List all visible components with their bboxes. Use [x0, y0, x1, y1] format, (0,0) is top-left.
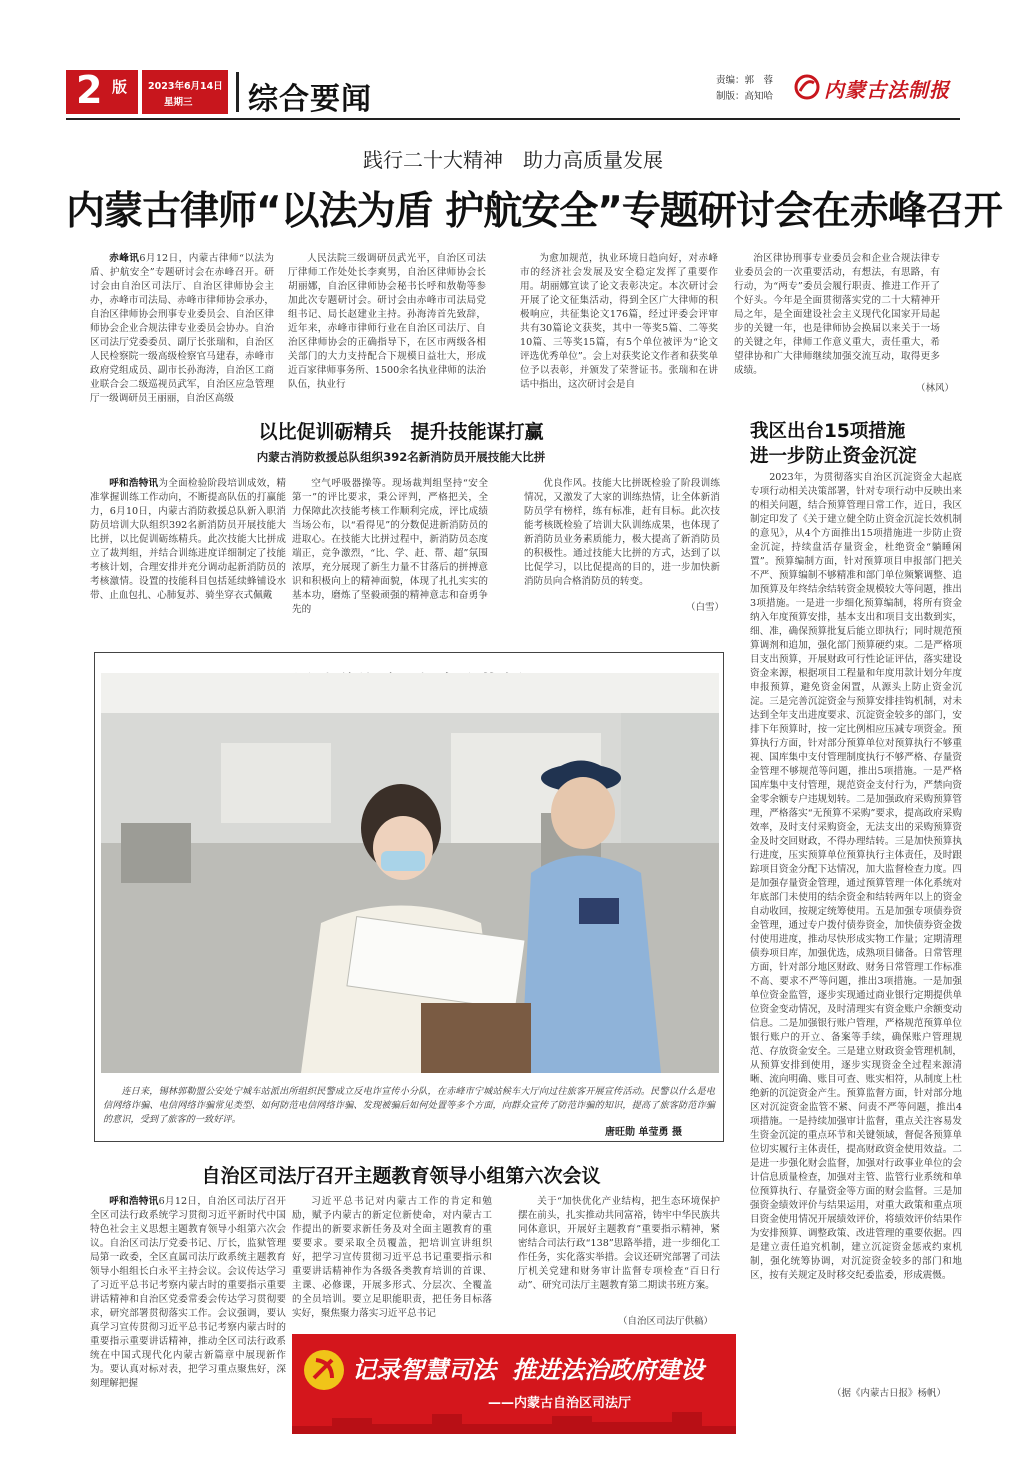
- section-title: 综合要闻: [248, 82, 372, 117]
- article-text: 6月12日，内蒙古律师“以法为盾、护航安全”专题研讨会在赤峰召开。研讨会由自治区司法厅、自治区律师协会主办，赤峰市司法局、赤峰市律师协会承办，自治区律师协会刑事专业委员会、自治区律师协会企业合规法律专业委员会协办。自治区司法厅党委委员、副厅长张瑞和，自治区人民检察院一级高级检察官马建春，赤峰市政府党组成员、副市长孙海涛，自治区工商业联合会二级巡视员武军，自治区应急管理厅一级调研员王丽丽，自治区高级: [90, 253, 275, 404]
- producer-credit: 制版：高知哈: [716, 91, 774, 102]
- photo-story: [94, 652, 724, 1142]
- page-label: 版: [112, 78, 128, 96]
- article-col-3: [518, 1195, 720, 1313]
- paper-name: 内蒙古法制报: [824, 78, 950, 102]
- section-rule-left: [236, 72, 239, 112]
- banner-slogan-right: 推进法治政府建设: [512, 1356, 704, 1384]
- article-col-3: [520, 252, 718, 392]
- issue-weekday: 星期三: [164, 97, 193, 108]
- page-number: 2: [76, 68, 103, 112]
- article-text: 为全面检验阶段培训成效，精准掌握训练工作动向，不断提高队伍的打赢能力，6月10日，内蒙古消防救援总队新入职消防员培训大队组织392名新消防员开展技能大比拼，以比促训砺练精兵。此次技能大比拼成立了裁判组，并结合训练进度详细制定了技能考核计划，合理安排并充分调动起新消防员的考核激情。设置的技能科目包括延续蜂铺设水带、止血包扎、心肺复苏、骑坐穿衣式佩戴: [90, 478, 287, 601]
- article-headline: 以比促训砺精兵 提升技能谋打赢: [258, 421, 544, 443]
- paper-logo: [790, 68, 960, 108]
- logo-mark-icon: [794, 74, 820, 100]
- article-text: 治区律协刑事专业委员会和企业合规法律专业委员会的一次重要活动，有想法，有思路，有行动，为“两专”委员会履行职责、推进工作开了个好头。今年是全面贯彻落实党的二十大精神开局之年，是全面建设社会主义现代化国家开局起步的关键一年，也是律师协会换届以来关于一场的关键之年，律师工作意义重大，责任重大，希望律协和广大律师继续加强交流互动，取得更多成绩。: [734, 253, 940, 376]
- article-headline-line-1: 我区出台15项措施: [750, 421, 906, 442]
- banner-slogan-left: 记录智慧司法: [352, 1356, 496, 1384]
- article-body: [750, 471, 962, 1381]
- article-subhead: 内蒙古消防救援总队组织392名新消防员开展技能大比拼: [256, 450, 546, 464]
- article-headline-line-2: 进一步防止资金沉淀: [750, 446, 917, 467]
- article-text: 人民法院三级调研员武光平，自治区司法厅律师工作处处长李爽男，自治区律师协会长胡丽娜，自治区律师协会秘书长呼和敖勒等参加此次专题研讨会。研讨会由赤峰市司法局党组书记、局长赵建业主持。孙海涛首先致辞，近年来，赤峰市律师行业在自治区司法厅、自治区律师协会的正确指导下，在区市两级各相关部门的大力支持配合下规模日益壮大，形成近百家律师事务所、1500余名执业律师的法治队伍，执业行: [288, 253, 486, 390]
- issue-date: 2023年6月14日: [148, 81, 223, 92]
- article-headline: 内蒙古律师“以法为盾 护航安全”专题研讨会在赤峰召开: [66, 189, 1002, 234]
- article-source: （林风）: [916, 383, 955, 394]
- masthead: [0, 0, 1024, 120]
- article-col-2: [292, 1195, 492, 1327]
- article-source: （自治区司法厅供稿）: [618, 1316, 714, 1327]
- article-text: 2023年，为贯彻落实自治区沉淀资金大起底专项行动相关决策部署，针对专项行动中反映出来的相关问题，结合预算管理日常工作，近日，我区制定印发了《关于建立健全防止资金沉淀长效机制的意见》，从4个方面推出15项措施进一步防止资金沉淀，持续盘活存量资金，杜绝资金“躺睡闲置”。预算编制方面，针对预算项目申报部门把关不严、预算编制不够精准和部门单位频繁调整、追加预算及年终结余结转资金规模较大等问题，推出3项措施。一是进一步细化预算编制，将所有资金纳入年度预算安排，基本支出和项目支出数到实，细、准，确保预算批复后能立即执行；同时规范预算调剂和追加，强化部门预算硬约束。二是严格项目支出预算，开展财政可行性论证评估，落实建设资金来源，根据项目工程量和年度用款计划分年度申报预算，避免资金闲置，从源头上防止资金沉淀。三是完善沉淀资金与预算安排挂钩机制，对未达到全年支出进度要求、沉淀资金较多的部门，安排下年预算时，按一定比例相应压减专项资金。预算执行方面，针对部分预算单位对预算执行不够重视、国库集中支付管理制度执行不够严格、存量资金管理不够规范等问题，推出5项措施。一是严格国库集中支付管理，规范资金支付行为，严禁向资金零余额专户违规划转。二是加强政府采购预算管理，严格落实“无预算不采购”要求，提高政府采购效率，及时支付采购资金，无法支出的采购预算资金及时交回财政，不得办理结转。三是加快预算执行进度，压实预算单位预算执行主体责任，及时跟踪项目资金分配下达情况，加大监督检查力度。四是加强存量资金管理，通过预算管理一体化系统对年底部门未使用的结余资金和结转两年以上的资金自动收回，按规定统筹使用。五是加强专项债券资金管理，通过专户拨付债券资金，加快债券资金拨付使用进度，推动尽快形成实物工作量；定期清理债券项目库，加强优选，成熟项目储备。日常管理方面，针对部分地区财政、财务日常管理工作标准不高、要求不严等问题，推出3项措施。一是加强单位资金监管，逐步实现通过商业银行定期提供单位资金变动情况，及时清理实有资金账户余额变动信息。二是加强银行账户管理，严格规范预算单位银行账户的开立、备案等手续，确保账户管理规范、存放资金安全。三是建立财政资金管理机制，从预算安排到使用，逐步实现资金全过程来源清晰、流向明确、账目可查、账实相符，从制度上杜绝新的沉淀资金产生。预算监督方面，针对部分地区对沉淀资金监管不紧、问责不严等问题，推出4项措施。一是持续加强审计监督，重点关注容易发生资金沉淀的重点环节和关键领域，督促各预算单位切实履行主体责任，提高财政资金使用效益。二是进一步强化财会监督，加强对行政事业单位的会计信息质量检查，加强对主管、监管行业系统和单位预算执行、存量资金等方面的财会监督。三是加强资金绩效评价与结果运用，对重大政策和重点项目资金使用情况开展绩效评价，将绩效评价结果作为安排预算、调整政策、改进管理的重要依据。四是建立责任追究机制，建立沉淀资金惩戒约束机制，强化统筹协调，对沉淀资金较多的部门和地区，按有关规定及时移交纪委监委，形成震慑。: [750, 472, 962, 1281]
- slogan-banner: [292, 1334, 736, 1434]
- article-text: 优良作风。技能大比拼既检验了阶段训练情况，又激发了大家的训练热情，让全体新消防员学有榜样，练有标准，赶有目标。此次技能考核既检验了培训大队训练成果，也体现了新消防员业务素质能力，极大提高了新消防员的积极性。通过技能大比拼的方式，达到了以比促学习，以比促提高的目的，进一步加快新消防员向合格消防员的转变。: [524, 478, 720, 587]
- article-col-4: [734, 252, 940, 376]
- article-text: 关于“加快优化产业结构，把生态环境保护摆在前头，扎实推动共同富裕，铸牢中华民族共同体意识，开展好主题教育”重要指示精神，紧密结合司法行政“138”思路举措，进一步细化工作任务，实化落实举措。会议还研究部署了司法厅机关党建和财务审计监督专项检查“百日行动”、研究司法厅主题教育第二期读书班方案。: [518, 1196, 720, 1291]
- article-text: 空气呼吸器操等。现场裁判组坚持“安全第一”的评比要求，秉公评判，严格把关，全力保障此次技能考核工作顺利完成，评比成绩当场公布，以“看得见”的分数促进新消防员的进取心。在技能大比拼过程中，新消防员态度端正，竞争激烈，“比、学、赶、帮、超”氛围浓厚，充分展现了新生力量不甘落后的拼搏意识和积极向上的精神面貌，体现了扎扎实实的基本功，磨炼了坚毅顽强的精神意志和奋勇争先的: [292, 478, 488, 615]
- article-text: 为愈加规范，执业环境日趋向好，对赤峰市的经济社会发展及安全稳定发挥了重要作用。胡丽娜宣读了论文表彰决定。本次研讨会开展了论文征集活动，得到全区广大律师的积极响应，共征集论文176篇，经过评委会评审共有30篇论文获奖，其中一等奖5篇、二等奖10篇、三等奖15篇，有5个单位被评为“论文评选优秀单位”。会上对获奖论文作者和获奖单位予以表彰，并颁发了荣誉证书。张瑞和在讲话中指出，这次研讨会是自: [520, 253, 718, 390]
- article-col-1: [90, 252, 275, 404]
- article-col-2: [288, 252, 486, 392]
- article-headline: 自治区司法厅召开主题教育领导小组第六次会议: [201, 1165, 601, 1187]
- article-kicker: 践行二十大精神 助力高质量发展: [363, 148, 663, 172]
- editor-credit: 责编：郭 蓉: [716, 75, 774, 86]
- building-silhouette-icon: [292, 1408, 736, 1434]
- photo-credit: 唐旺勋 单莹勇 摄: [605, 1127, 682, 1138]
- article-lead: 赤峰讯: [109, 253, 140, 264]
- page-number-badge: [66, 70, 138, 114]
- article-lawyers-seminar: [66, 140, 1002, 404]
- date-block: [140, 70, 228, 114]
- party-emblem-icon: [302, 1348, 346, 1392]
- article-col-2: [292, 477, 488, 627]
- article-source: （据《内蒙古日报》杨帆）: [832, 1388, 947, 1399]
- news-photo: [101, 673, 719, 1073]
- article-col-1: [90, 1195, 286, 1483]
- masthead-rule: [66, 118, 960, 120]
- article-headline: [750, 419, 960, 469]
- photo-scene: [101, 673, 719, 1073]
- article-lead: 呼和浩特讯: [109, 478, 159, 489]
- article-source: （白雪）: [686, 602, 725, 613]
- article-col-1: [90, 477, 286, 627]
- article-text: 6月12日，自治区司法厅召开全区司法行政系统学习贯彻习近平新时代中国特色社会主义思想主题教育领导小组第六次会议。自治区司法厅党委书记、厅长，监狱管理局第一政委，全区直属司法厅政系统主题教育领导小组组长白永平主持会议。会议传达学习了习近平总书记考察内蒙古时的重要指示重要讲话精神和自治区党委常委会传达学习贯彻要求，研究部署贯彻落实工作。会议强调，要认真学习宣传贯彻习近平总书记考察内蒙古时的重要指示重要讲话精神，推动全区司法行政系统在中国式现代化内蒙古新篇章中展现新作为。要认真对标对表，把学习重点聚焦好，深刻理解把握: [90, 1196, 287, 1389]
- article-fire-rescue: [66, 405, 736, 650]
- article-text: 习近平总书记对内蒙古工作的肯定和勉励，赋予内蒙古的新定位新使命，对内蒙古工作提出的新要求新任务及对全面主题教育的重要要求。要采取全员覆盖，把培训宣讲组织好，把学习宣传贯彻习近平总书记重要指示和重要讲话精神作为各级各类教育培训的首课、主课、必修课，开展多形式、分层次、全覆盖的全员培训。要立足职能职责，把任务目标落实好，聚焦聚力落实习近平总书记: [292, 1196, 492, 1319]
- article-lead: 呼和浩特讯: [109, 1196, 159, 1207]
- article-col-3: [524, 477, 720, 613]
- photo-caption: 连日来，锡林郭勒盟公安处宁城车站派出所组织民警成立反电诈宣传小分队，在赤峰市宁城站候车大厅向过往旅客开展宣传活动。民警以什么是电信网络诈骗、电信网络诈骗常见类型、如何防范电信网络诈骗、发现被骗后如何处置等多个方面，向群众宣传了防范诈骗的知识，提高了旅客防范诈骗的意识，受到了旅客的一致好评。: [103, 1086, 715, 1125]
- banner-org: ——内蒙古自治区司法厅: [488, 1396, 632, 1411]
- article-fund-measures: [740, 405, 962, 1405]
